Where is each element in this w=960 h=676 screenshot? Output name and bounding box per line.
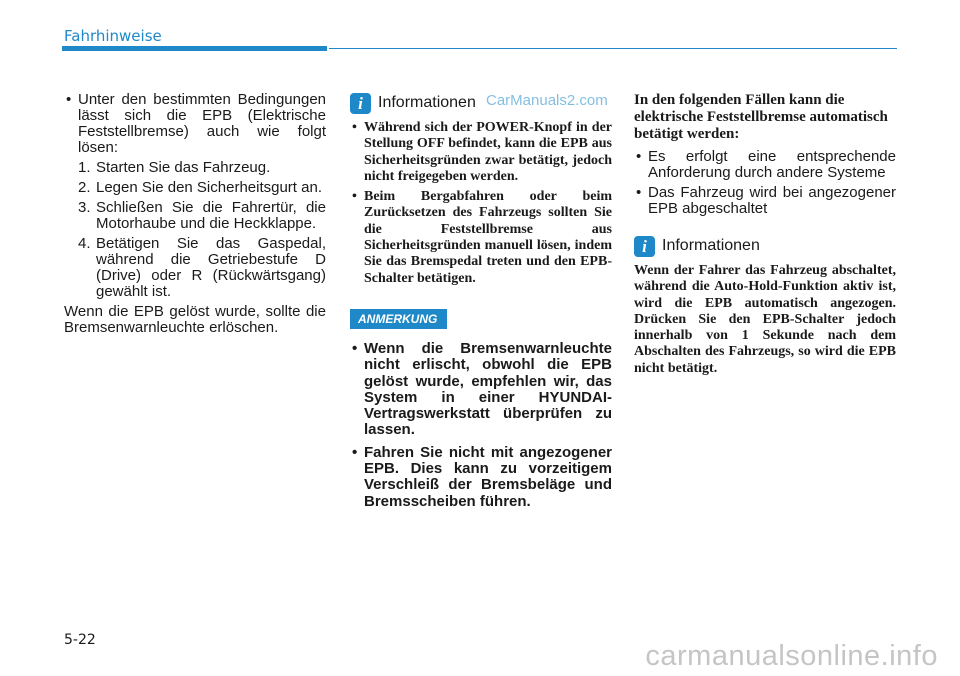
intro-bullet: • Unter den bestimmten Bedingungen lässt sich die EPB (Elektrische Feststellbremse) auch wie folgt lösen: — [64, 92, 326, 156]
step-item — [64, 160, 326, 176]
step-number: 1. — [78, 159, 91, 176]
info-item: • Beim Bergabfahren oder beim Zurücksetzen des Fahrzeugs sollten Sie die Feststellbremse aus Sicherheitsgründen manuell lösen, indem Sie das Bremspedal treten und den EPB-Schalter betätigen. — [350, 189, 612, 287]
auto-apply-list — [634, 149, 896, 217]
step-item — [64, 236, 326, 300]
warning-label: ANMERKUNG — [350, 309, 447, 329]
info-item: • Während sich der POWER-Knopf in der Stellung OFF befindet, kann die EPB aus Sicherheitsgründen zwar betätigt, jedoch nicht freigegeben werden. — [350, 120, 612, 185]
step-number: 2. — [78, 179, 91, 196]
step-text: Legen Sie den Sicherheitsgurt an. — [96, 179, 322, 196]
auto-apply-item: • Das Fahrzeug wird bei angezogener EPB abgeschaltet — [634, 185, 896, 217]
auto-apply-heading: In den folgenden Fällen kann die elektrische Feststellbremse automatisch betätigt werden: — [634, 92, 888, 142]
footer-watermark: carmanualsonline.info — [645, 640, 938, 672]
step-item — [64, 180, 326, 196]
site-watermark: CarManuals2.com — [486, 92, 608, 109]
step-item — [64, 200, 326, 232]
info-title: Informationen — [378, 94, 476, 111]
step-text: Betätigen Sie das Gaspedal, während die Getriebestufe D (Drive) oder R (Rückwärtsgang) gewählt ist. — [96, 235, 326, 300]
column-left — [64, 92, 326, 336]
info-list — [350, 120, 612, 287]
outro-paragraph: Wenn die EPB gelöst wurde, sollte die Bremsenwarnleuchte erlöschen. — [64, 303, 326, 336]
info-header — [634, 235, 896, 257]
info-icon: i — [350, 93, 371, 114]
info-icon: i — [634, 236, 655, 257]
column-right — [634, 92, 896, 377]
info-title: Informationen — [662, 237, 760, 254]
header-rule-thick — [62, 46, 327, 51]
step-number: 3. — [78, 199, 91, 216]
step-text: Schließen Sie die Fahrertür, die Motorhaube und die Heckklappe. — [96, 199, 326, 232]
step-text: Starten Sie das Fahrzeug. — [96, 159, 271, 176]
warning-item: • Wenn die Bremsenwarnleuchte nicht erlischt, obwohl die EPB gelöst wurde, empfehlen wir, das System in einer HYUNDAI-Vertragswerkstatt überprüfen zu lassen. — [350, 341, 612, 439]
warning-list — [350, 341, 612, 510]
warning-item: • Fahren Sie nicht mit angezogener EPB. Dies kann zu vorzeitigem Verschleiß der Bremsbeläge und Bremsscheiben führen. — [350, 445, 612, 510]
auto-apply-item: • Es erfolgt eine entsprechende Anforderung durch andere Systeme — [634, 149, 896, 181]
info-paragraph: Wenn der Fahrer das Fahrzeug abschaltet, während die Auto-Hold-Funktion aktiv ist, wird die EPB automatisch angezogen. Drücken Sie den EPB-Schalter jedoch innerhalb von 1 Sekunde nach dem Abschalten des Fahrzeugs, so wird die EPB nicht betätigt. — [634, 263, 896, 376]
page-number: 5-22 — [64, 632, 96, 648]
header-rule-thin — [329, 48, 897, 49]
step-number: 4. — [78, 235, 91, 252]
column-middle — [350, 92, 612, 514]
section-title: Fahrhinweise — [64, 27, 162, 45]
